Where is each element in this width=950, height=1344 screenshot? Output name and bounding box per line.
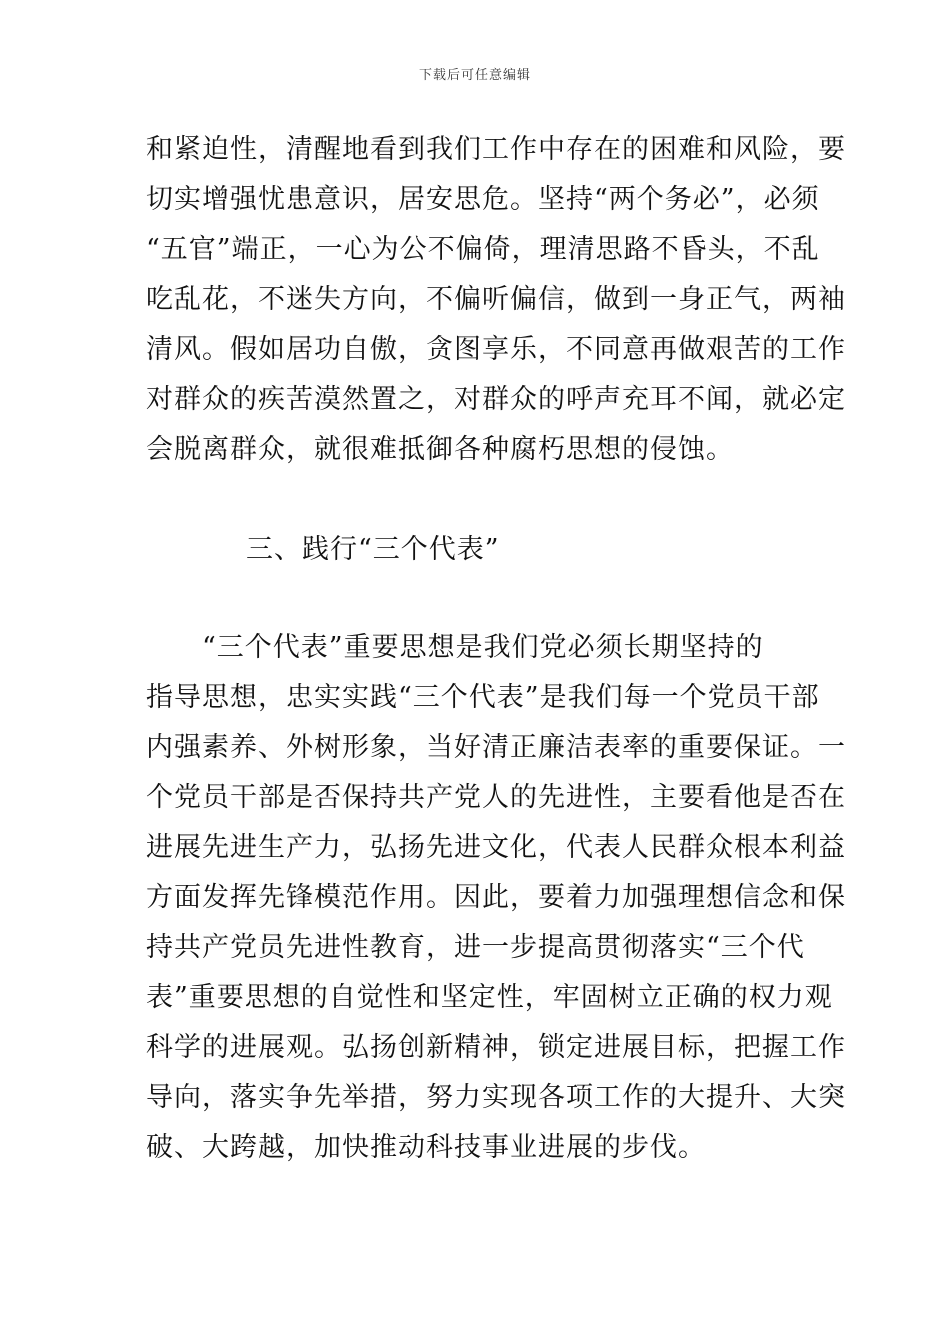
paragraph-line: 方面发挥先锋模范作用。因此，要着力加强理想信念和保 [146,882,846,913]
paragraph-line: 吃乱花，不迷失方向，不偏听偏信，做到一身正气，两袖 [146,284,846,315]
page-header-note: 下载后可任意编辑 [418,68,531,83]
paragraph-line: “五官”端正，一心为公不偏倚，理清思路不昏头，不乱 [146,234,820,265]
paragraph-line: 表”重要思想的自觉性和坚定性，牢固树立正确的权力观 [146,982,833,1013]
paragraph-line: 导向，落实争先举措，努力实现各项工作的大提升、大突 [146,1082,846,1113]
paragraph-line: 内强素养、外树形象，当好清正廉洁表率的重要保证。一 [146,732,846,763]
paragraph-line: 指导思想，忠实实践“三个代表”是我们每一个党员干部 [146,682,820,713]
paragraph-line: 个党员干部是否保持共产党人的先进性，主要看他是否在 [146,782,846,813]
paragraph-line: “三个代表”重要思想是我们党必须长期坚持的 [146,632,764,663]
paragraph-line: 持共产党员先进性教育，进一步提高贯彻落实“三个代 [146,932,805,963]
paragraph-line: 和紧迫性，清醒地看到我们工作中存在的困难和风险，要 [146,134,846,165]
paragraph-line: 清风。假如居功自傲，贪图享乐，不同意再做艰苦的工作 [146,334,846,365]
paragraph-line: 科学的进展观。弘扬创新精神，锁定进展目标，把握工作 [146,1032,846,1063]
paragraph-line: 对群众的疾苦漠然置之，对群众的呼声充耳不闻，就必定 [146,384,846,415]
paragraph-line: 破、大跨越，加快推动科技事业进展的步伐。 [146,1132,706,1163]
paragraph-line: 切实增强忧患意识，居安思危。坚持“两个务必”，必须 [146,184,820,215]
paragraph-line: 会脱离群众，就很难抵御各种腐朽思想的侵蚀。 [146,434,734,465]
section-heading: 三、践行“三个代表” [246,534,500,565]
paragraph-line: 进展先进生产力，弘扬先进文化，代表人民群众根本利益 [146,832,846,863]
